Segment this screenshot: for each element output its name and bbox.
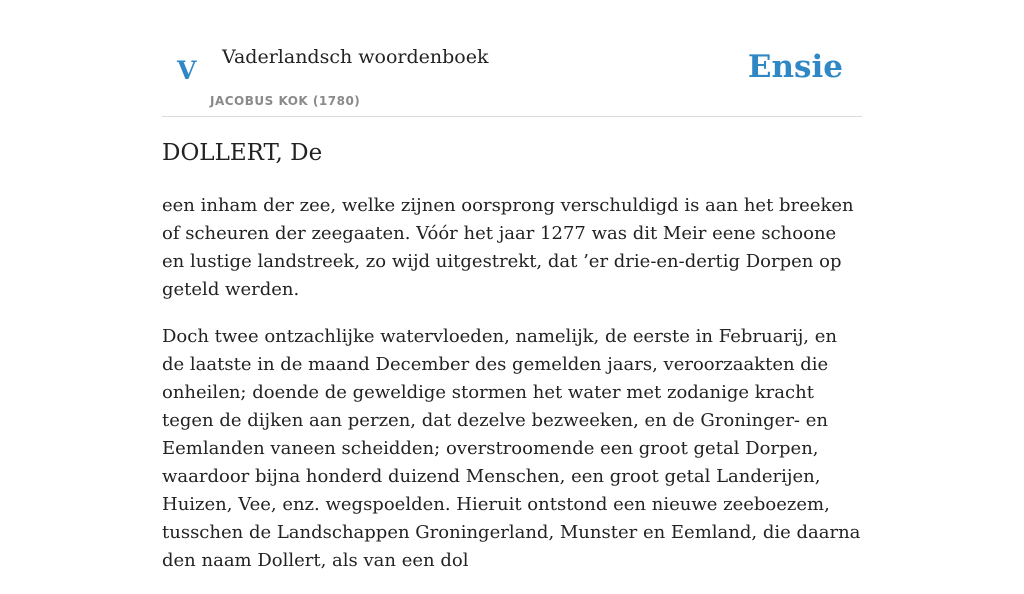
dictionary-letter-badge[interactable]: V: [177, 56, 197, 85]
entry-body: [162, 192, 862, 594]
entry-paragraph: een inham der zee, welke zijnen oorsprong verschuldigd is aan het breeken of scheuren der zeegaaten. Vóór het jaar 1277 was dit Meir eene schoone en lustige landstreek, zo wijd uitgestrekt, dat ’er drie-en-dertig Dorpen op geteld werden.: [162, 195, 854, 300]
dictionary-header: [162, 0, 862, 117]
ensie-logo-link[interactable]: Ensie: [747, 49, 843, 85]
dictionary-author: JACOBUS KOK (1780): [210, 94, 361, 108]
entry-paragraph: Doch twee ontzachlijke watervloeden, namelijk, de eerste in Februarij, en de laatste in de maand December des gemelden jaars, veroorzaakten die onheilen; doende de geweldige stormen het water met zodanige kracht tegen de dijken aan perzen, dat dezelve bezweeken, en de Groninger- en Eemlanden vaneen scheidden; overstroomende een groot getal Dorpen, waardoor bijna honderd duizend Menschen, een groot getal Landerijen, Huizen, Vee, enz. wegspoelden. Hieruit ontstond een nieuwe zeeboezem, tusschen de Landschappen Groningerland, Munster en Eemland, die daarna den naam Dollert, als van een dol: [162, 326, 861, 571]
entry-headword: DOLLERT, De: [162, 140, 323, 166]
dictionary-title[interactable]: Vaderlandsch woordenboek: [222, 46, 489, 68]
